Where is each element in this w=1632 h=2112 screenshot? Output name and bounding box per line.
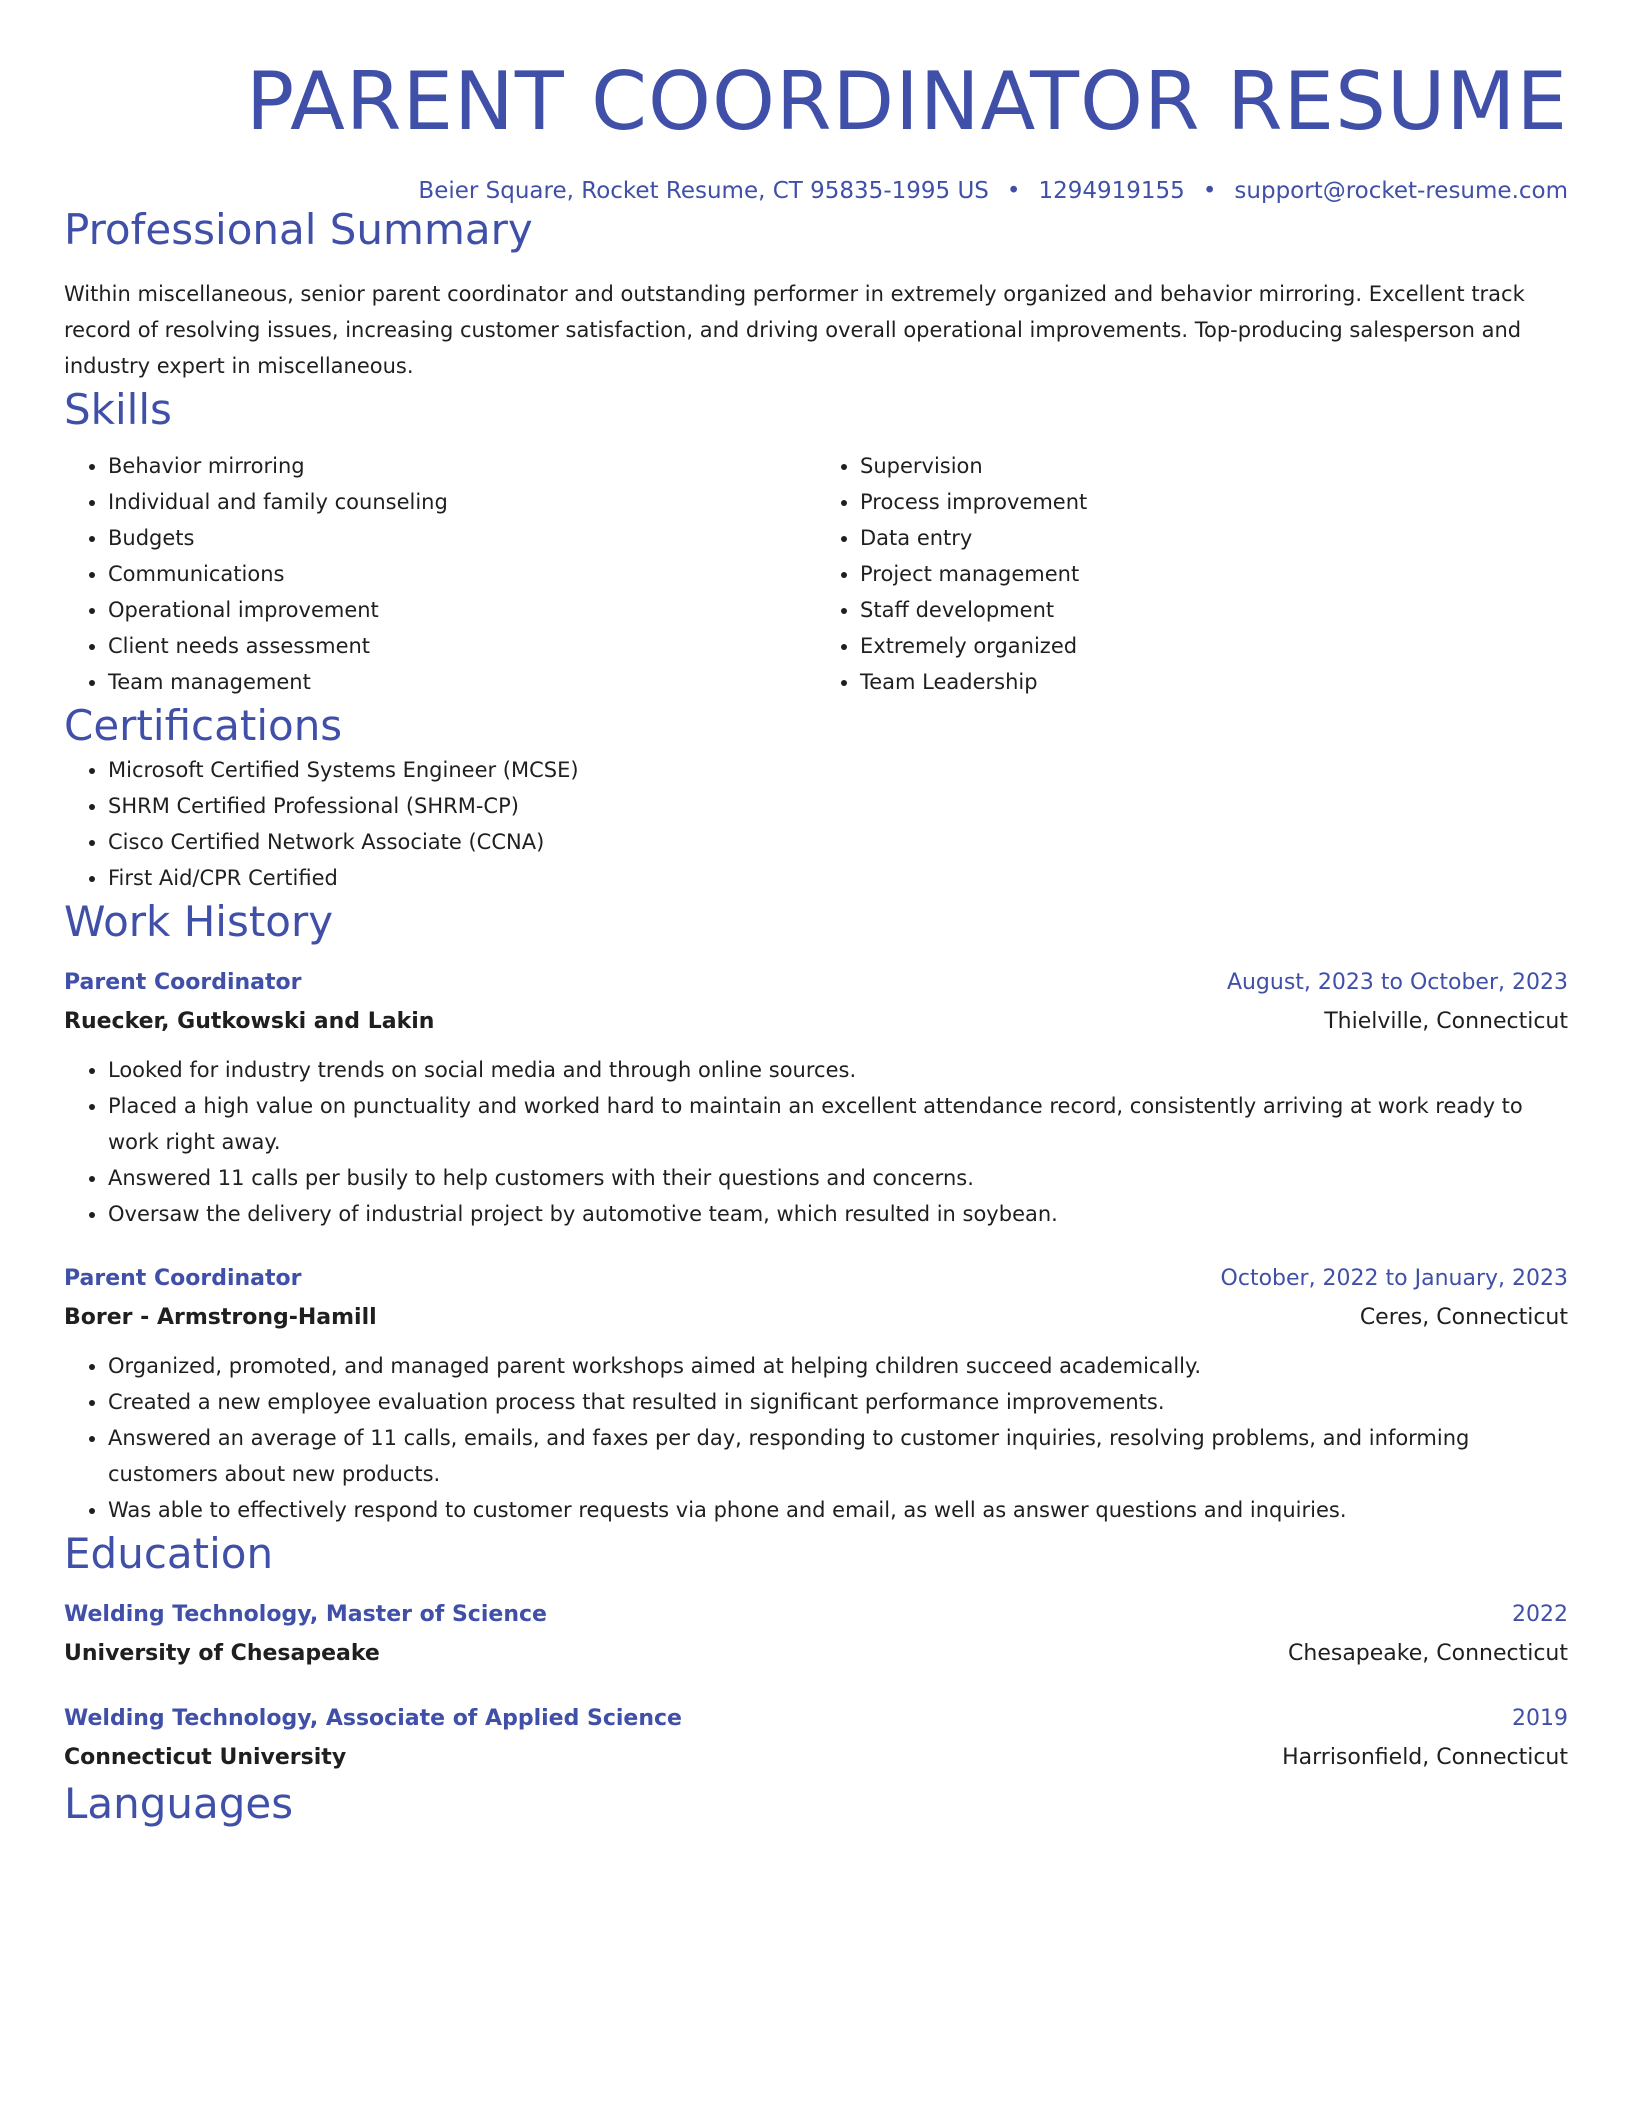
job-company: Borer - Armstrong-Hamill (64, 1305, 377, 1330)
skills-left-list (64, 448, 816, 700)
certification-item: • SHRM Certified Professional (SHRM-CP) (108, 788, 1568, 824)
skills-right-list (816, 448, 1568, 700)
job-header-row (64, 964, 1568, 1002)
languages-heading: Languages (64, 1779, 294, 1828)
skill-item: • Operational improvement (108, 592, 816, 628)
skill-item: • Behavior mirroring (108, 448, 816, 484)
job-location: Thielville, Connecticut (1324, 1009, 1568, 1034)
education-location: Harrisonfield, Connecticut (1282, 1745, 1568, 1770)
contact-address: Beier Square, Rocket Resume, CT 95835-1995 US (418, 178, 989, 204)
education-year: 2022 (1512, 1602, 1568, 1627)
job-bullet: • Oversaw the delivery of industrial project by automotive team, which resulted in soybean. (108, 1196, 1568, 1232)
job-dates: October, 2022 to January, 2023 (1220, 1266, 1568, 1291)
certifications-list (64, 752, 1568, 896)
skill-item: • Supervision (860, 448, 1568, 484)
education-entry (64, 1700, 1568, 1778)
skill-item: • Communications (108, 556, 816, 592)
education-header-row (64, 1700, 1568, 1738)
education-heading: Education (64, 1529, 274, 1578)
skill-item: • Budgets (108, 520, 816, 556)
education-location: Chesapeake, Connecticut (1288, 1641, 1568, 1666)
job-company-row (64, 1002, 1568, 1042)
skill-item: • Data entry (860, 520, 1568, 556)
education-school: Connecticut University (64, 1745, 347, 1770)
contact-separator: • (1006, 178, 1021, 204)
skills-heading: Skills (64, 385, 172, 434)
contact-separator: • (1202, 178, 1217, 204)
job-entry (64, 1260, 1568, 1528)
summary-text: Within miscellaneous, senior parent coordinator and outstanding performer in extremely organized and behavior mirroring. Excellent track record of resolving issues, increasing customer satisfaction, and driving overall operational improvements. Top-producing salesperson and industry expert in miscellaneous. (64, 282, 1525, 378)
skill-item: • Individual and family counseling (108, 484, 816, 520)
summary-heading: Professional Summary (64, 205, 533, 254)
job-company-row (64, 1298, 1568, 1338)
contact-email: support@rocket-resume.com (1234, 178, 1568, 204)
job-bullet: • Answered 11 calls per busily to help customers with their questions and concerns. (108, 1160, 1568, 1196)
job-bullet: • Was able to effectively respond to customer requests via phone and email, as well as answer questions and inquiries. (108, 1492, 1568, 1528)
education-degree: Welding Technology, Associate of Applied Science (64, 1706, 682, 1731)
education-header-row (64, 1596, 1568, 1634)
education-degree: Welding Technology, Master of Science (64, 1602, 547, 1627)
contact-phone: 1294919155 (1038, 178, 1185, 204)
skill-item: • Project management (860, 556, 1568, 592)
job-dates: August, 2023 to October, 2023 (1226, 970, 1568, 995)
skill-item: • Process improvement (860, 484, 1568, 520)
contact-line (64, 178, 1568, 204)
skill-item: • Staff development (860, 592, 1568, 628)
skills-grid (64, 448, 1568, 700)
work-history-heading: Work History (64, 897, 334, 946)
certification-item: • First Aid/CPR Certified (108, 860, 1568, 896)
job-location: Ceres, Connecticut (1359, 1305, 1568, 1330)
job-company: Ruecker, Gutkowski and Lakin (64, 1009, 435, 1034)
certification-item: • Microsoft Certified Systems Engineer (MCSE) (108, 752, 1568, 788)
job-title: Parent Coordinator (64, 1266, 302, 1291)
education-school: University of Chesapeake (64, 1641, 380, 1666)
education-year: 2019 (1512, 1706, 1568, 1731)
job-entry (64, 964, 1568, 1232)
job-bullets (64, 1052, 1568, 1232)
certifications-heading: Certifications (64, 701, 343, 750)
education-school-row (64, 1738, 1568, 1778)
job-bullet: • Created a new employee evaluation process that resulted in significant performance improvements. (108, 1384, 1568, 1420)
job-bullet: • Answered an average of 11 calls, emails, and faxes per day, responding to customer inquiries, resolving problems, and informing customers about new products. (108, 1420, 1568, 1492)
resume-title: PARENT COORDINATOR RESUME (246, 55, 1568, 148)
education-entry (64, 1596, 1568, 1674)
job-bullets (64, 1348, 1568, 1528)
job-bullet: • Looked for industry trends on social media and through online sources. (108, 1052, 1568, 1088)
certification-item: • Cisco Certified Network Associate (CCNA) (108, 824, 1568, 860)
skill-item: • Team Leadership (860, 664, 1568, 700)
job-bullet: • Organized, promoted, and managed parent workshops aimed at helping children succeed academically. (108, 1348, 1568, 1384)
job-title: Parent Coordinator (64, 970, 302, 995)
skill-item: • Extremely organized (860, 628, 1568, 664)
job-bullet: • Placed a high value on punctuality and worked hard to maintain an excellent attendance record, consistently arriving at work ready to work right away. (108, 1088, 1568, 1160)
skill-item: • Team management (108, 664, 816, 700)
job-header-row (64, 1260, 1568, 1298)
skill-item: • Client needs assessment (108, 628, 816, 664)
education-school-row (64, 1634, 1568, 1674)
